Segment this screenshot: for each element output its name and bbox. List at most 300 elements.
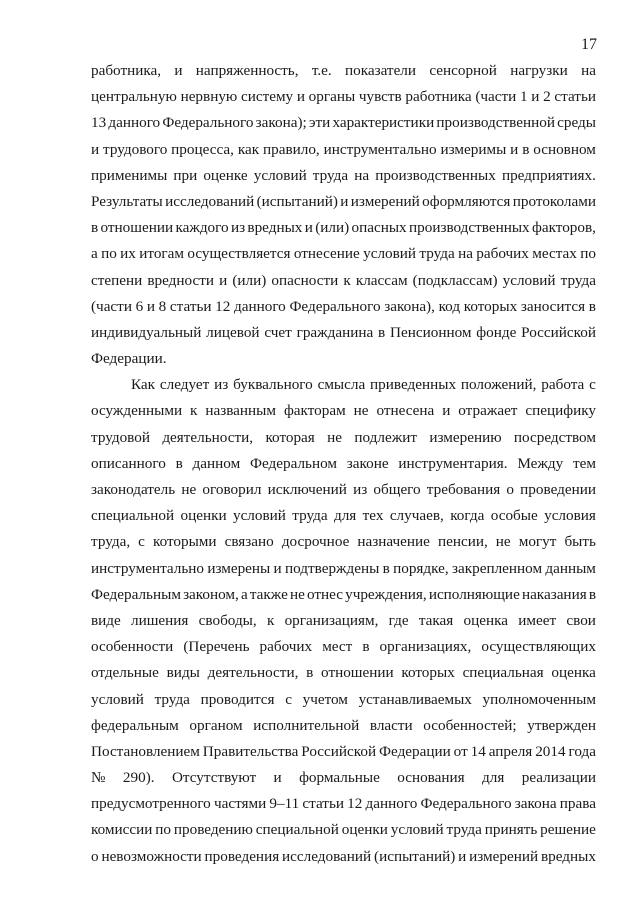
word: 9–11 <box>269 795 300 813</box>
word: при <box>173 166 198 184</box>
text-line <box>91 215 596 241</box>
text-line <box>91 398 596 424</box>
word: подтверждены <box>284 559 380 577</box>
word: 14 <box>470 742 486 760</box>
word: (подклассам) <box>412 271 498 289</box>
word: по <box>101 245 117 263</box>
word: не <box>181 481 197 498</box>
word: классам <box>355 271 408 289</box>
word: не <box>327 428 343 446</box>
word: № <box>91 769 106 787</box>
word: труда <box>446 821 482 839</box>
word: отражает <box>458 402 518 420</box>
word: для <box>333 507 357 525</box>
word: закрепленном <box>451 559 543 577</box>
word: описанного <box>91 454 166 472</box>
word: каждого <box>175 219 229 237</box>
word: основном <box>533 140 596 158</box>
text-line <box>91 713 596 739</box>
word: труда <box>154 690 190 708</box>
word: как <box>237 140 260 158</box>
word: к <box>190 402 198 420</box>
word: досрочное <box>281 533 350 551</box>
word: Федерального <box>420 795 512 813</box>
word: где <box>388 611 409 629</box>
word: данного <box>365 795 418 813</box>
word: деятельности, <box>207 664 299 682</box>
word: инструментально <box>91 559 205 577</box>
word: тех <box>362 507 384 525</box>
word: условий <box>253 166 307 184</box>
word: случаев, <box>389 507 444 525</box>
word: Федерального <box>162 114 254 132</box>
word: когда <box>450 507 485 525</box>
word: свободы, <box>198 611 257 629</box>
word: которая <box>265 428 315 446</box>
word: и <box>510 140 519 158</box>
word: учетом <box>302 690 348 708</box>
word: рабочих <box>259 638 313 656</box>
text-line <box>91 294 596 320</box>
word: отношении <box>100 219 174 237</box>
word: труда <box>312 166 349 184</box>
word: условий <box>390 821 444 839</box>
word: осужденными <box>91 402 183 420</box>
word: из <box>214 376 229 394</box>
word: оценка <box>551 664 596 682</box>
text-line <box>91 529 596 555</box>
word: не <box>353 402 369 420</box>
word: проведению <box>173 821 253 839</box>
text-line <box>91 110 596 136</box>
word: счет <box>264 323 292 341</box>
word: проведении <box>520 481 596 498</box>
text-line <box>91 844 596 870</box>
word: работника, <box>91 62 162 79</box>
word: и <box>174 62 183 79</box>
word: (или) <box>315 219 350 237</box>
word: и <box>531 88 540 106</box>
word: на <box>581 62 596 79</box>
word: лишения <box>131 611 189 629</box>
word: характеристики <box>332 114 435 132</box>
word: и <box>304 219 313 237</box>
text-line <box>91 739 596 765</box>
word: условия <box>544 507 596 525</box>
word: и <box>458 847 467 865</box>
text-line <box>91 634 596 660</box>
word: измеримы <box>440 140 507 158</box>
word: данного <box>234 297 286 315</box>
word: труда <box>560 271 596 289</box>
word: данном <box>192 454 241 472</box>
word: в <box>306 664 314 682</box>
text-line <box>91 477 596 503</box>
word: 12 <box>215 297 231 315</box>
word: смысла <box>317 376 366 394</box>
word: не <box>289 585 305 603</box>
word: производственных <box>375 166 496 184</box>
word: учреждения, <box>345 585 427 603</box>
word: к <box>343 271 351 289</box>
word: в <box>91 219 99 237</box>
word: по <box>580 245 596 263</box>
word: реализации <box>521 769 596 787</box>
word: работника <box>405 88 472 106</box>
word: 12 <box>347 795 363 813</box>
word: требования <box>426 481 501 498</box>
paragraph-2 <box>91 372 596 870</box>
word: труда, <box>91 533 131 551</box>
text-line <box>91 84 596 110</box>
word: показатели <box>344 62 417 79</box>
word: организациях, <box>379 638 472 656</box>
word: особенности <box>91 638 174 656</box>
word: осуществляющих <box>481 638 596 656</box>
word: нагрузки <box>510 62 568 79</box>
word: отношении <box>321 664 394 682</box>
word: в <box>175 454 183 472</box>
word: для <box>482 769 505 787</box>
word: специальной <box>91 507 175 525</box>
word: инструментально <box>323 140 437 158</box>
word: отнесена <box>376 402 435 420</box>
word: виде <box>91 611 121 629</box>
word: закона <box>514 795 557 813</box>
word: федеральным <box>91 716 179 734</box>
word: отнес <box>306 585 343 603</box>
text-line <box>91 163 596 189</box>
word: (части <box>475 88 517 106</box>
word: а <box>240 585 248 603</box>
word: Результаты <box>91 192 163 210</box>
text-line <box>91 137 596 163</box>
word: (или) <box>232 271 267 289</box>
word: года <box>568 742 596 760</box>
word: и <box>273 769 282 787</box>
page-number: 17 <box>581 36 597 53</box>
word: органы <box>308 88 356 106</box>
word: статьи <box>302 795 344 813</box>
word: факторам <box>283 402 346 420</box>
word: из <box>230 219 246 237</box>
word: трудовой <box>91 428 150 446</box>
word: в <box>362 638 370 656</box>
word: 1 <box>520 88 528 106</box>
word: проводится <box>200 690 275 708</box>
word: и <box>91 140 100 158</box>
word: устанавливаемых <box>358 690 472 708</box>
word: вредных <box>540 847 596 865</box>
word: также <box>249 585 288 603</box>
word: специальной <box>255 821 339 839</box>
word: комиссии <box>91 821 153 839</box>
word: исключений <box>267 481 347 498</box>
word: осуществляется <box>187 245 291 263</box>
word: уполномоченным <box>482 690 596 708</box>
word: инструментария. <box>398 454 508 472</box>
word: законе <box>346 454 389 472</box>
word: рабочих <box>476 245 529 263</box>
word: нервную <box>180 88 238 106</box>
word: Правительства <box>202 742 299 760</box>
word: лицевой <box>206 323 260 341</box>
word: подлежит <box>354 428 417 446</box>
word: опасных <box>351 219 407 237</box>
word: факторов, <box>532 219 596 237</box>
word: сенсорной <box>429 62 497 79</box>
word: предусмотренного <box>91 795 211 813</box>
word: органом <box>189 716 243 734</box>
word: с <box>285 690 292 708</box>
word: и <box>273 559 282 577</box>
text-line <box>91 503 596 529</box>
word: в <box>588 297 596 315</box>
word: отдельные <box>91 664 159 682</box>
word: буквального <box>233 376 313 394</box>
word: законодатель <box>91 481 176 498</box>
word: формальные <box>299 769 380 787</box>
word: по <box>155 821 171 839</box>
word: названным <box>205 402 276 420</box>
word: чувств <box>358 88 402 106</box>
word: общего <box>373 481 421 498</box>
word: Российской <box>521 323 596 341</box>
text-line <box>91 58 596 84</box>
word: быть <box>564 533 596 551</box>
word: гражданина <box>296 323 374 341</box>
word: условий <box>363 245 417 263</box>
word: посредством <box>513 428 596 446</box>
text-line <box>91 451 596 477</box>
word: а <box>91 245 98 263</box>
word: специфику <box>525 402 596 420</box>
word: труда <box>419 245 455 263</box>
word: на <box>458 245 473 263</box>
word: Федеральным <box>91 585 181 603</box>
word: их <box>120 245 136 263</box>
word: (Перечень <box>183 638 250 656</box>
word: и <box>219 271 228 289</box>
word: из <box>353 481 368 498</box>
word: данным <box>545 559 596 577</box>
word: могут <box>518 533 557 551</box>
word: 290). <box>122 769 155 787</box>
word: 8 <box>158 297 167 315</box>
text-line <box>91 372 596 398</box>
word: опасности <box>271 271 339 289</box>
word: положений, <box>460 376 537 394</box>
word: (испытаний) <box>256 192 338 210</box>
word: итогам <box>139 245 184 263</box>
word: (части <box>91 297 132 315</box>
word: утвержден <box>527 716 596 734</box>
word: проведения <box>204 847 280 865</box>
word: имеет <box>518 611 557 629</box>
word: среды <box>557 114 596 132</box>
word: и <box>442 402 451 420</box>
word: производственных <box>409 219 530 237</box>
word: измерений <box>469 847 539 865</box>
word: напряженность, <box>195 62 299 79</box>
text-line <box>91 687 596 713</box>
word: принять <box>484 821 538 839</box>
word: связано <box>224 533 274 551</box>
word: заносится <box>520 297 586 315</box>
word: Между <box>517 454 564 472</box>
word: местах <box>532 245 577 263</box>
word: процесса, <box>171 140 234 158</box>
word: особые <box>490 507 538 525</box>
word: измерений <box>350 192 420 210</box>
word: протоколами <box>512 192 596 210</box>
paragraph-1 <box>91 58 596 372</box>
word: оговорил <box>202 481 262 498</box>
word: наказания <box>521 585 587 603</box>
word: центральную <box>91 88 177 106</box>
word: степени <box>91 271 143 289</box>
word: права <box>559 795 596 813</box>
word: закона), <box>384 297 435 315</box>
word: специальная <box>462 664 544 682</box>
word: законом, <box>183 585 239 603</box>
word: и <box>296 88 305 106</box>
word: Федеральном <box>249 454 337 472</box>
word: условий <box>502 271 556 289</box>
word: в <box>382 559 390 577</box>
word: оценка <box>463 611 509 629</box>
word: отнесение <box>293 245 360 263</box>
word: свои <box>566 611 596 629</box>
word: и <box>340 192 349 210</box>
word: вредности <box>147 271 214 289</box>
word: исследований <box>165 192 255 210</box>
word: Как <box>131 376 156 394</box>
word: которыми <box>152 533 217 551</box>
word: правило, <box>262 140 320 158</box>
word: закона); <box>255 114 307 132</box>
word: исследований <box>282 847 372 865</box>
word: решение <box>540 821 596 839</box>
word: систему <box>240 88 294 106</box>
word: в <box>588 585 596 603</box>
word: назначение <box>357 533 430 551</box>
word: Отсутствуют <box>171 769 257 787</box>
word: статьи <box>169 297 212 315</box>
word: Федерального <box>289 297 381 315</box>
word: индивидуальный <box>91 323 202 341</box>
word: труда <box>292 507 328 525</box>
word: оценке <box>203 166 248 184</box>
word: с <box>138 533 145 551</box>
word: вредных <box>247 219 303 237</box>
word: оценки <box>341 821 388 839</box>
text-line <box>91 241 596 267</box>
word: приведенных <box>370 376 457 394</box>
word: работа <box>541 376 585 394</box>
word: оценки <box>180 507 227 525</box>
word: деятельности, <box>162 428 254 446</box>
text-line <box>91 189 596 215</box>
word: 6 <box>135 297 144 315</box>
word: исполнительной <box>253 716 360 734</box>
text-line <box>91 582 596 608</box>
word: о <box>91 847 99 865</box>
word: которых <box>463 297 518 315</box>
text-line <box>91 425 596 451</box>
word: данного <box>108 114 161 132</box>
text-line <box>91 765 596 791</box>
text-line <box>91 320 596 346</box>
word: измерены <box>207 559 271 577</box>
word: Федерации <box>379 742 451 760</box>
word: власти <box>369 716 413 734</box>
text-line: Федерации. <box>91 350 167 368</box>
word: условий <box>91 690 144 708</box>
text-line <box>91 817 596 843</box>
word: фонде <box>476 323 517 341</box>
word: исполняющие <box>428 585 520 603</box>
word: предприятиях. <box>501 166 596 184</box>
word: код <box>438 297 461 315</box>
word: 13 <box>91 114 107 132</box>
word: оформляются <box>422 192 511 210</box>
word: Пенсионном <box>390 323 472 341</box>
word: применимы <box>91 166 168 184</box>
word: частями <box>213 795 267 813</box>
word: в <box>522 140 530 158</box>
word: которых <box>401 664 455 682</box>
word: о <box>506 481 514 498</box>
word: такая <box>418 611 454 629</box>
word: организациям, <box>284 611 379 629</box>
word: трудового <box>103 140 168 158</box>
text-line <box>91 608 596 634</box>
word: на <box>354 166 370 184</box>
text-line <box>91 791 596 817</box>
word: виды <box>166 664 200 682</box>
word: пенсии, <box>437 533 488 551</box>
word: тем <box>572 454 596 472</box>
word: в <box>378 323 386 341</box>
word: измерению <box>429 428 502 446</box>
word: от <box>453 742 468 760</box>
text-line <box>91 556 596 582</box>
text-line <box>91 660 596 686</box>
word: эти <box>308 114 331 132</box>
word: основания <box>397 769 465 787</box>
word: (испытаний) <box>374 847 456 865</box>
word: условий <box>232 507 286 525</box>
word: Российской <box>301 742 377 760</box>
word: мест <box>322 638 353 656</box>
word: Постановлением <box>91 742 200 760</box>
text-line <box>91 268 596 294</box>
word: 2014 <box>535 742 566 760</box>
word: порядке, <box>393 559 449 577</box>
word: т.е. <box>311 62 332 79</box>
word: статьи <box>554 88 596 106</box>
word: не <box>495 533 511 551</box>
word: 2 <box>543 88 551 106</box>
word: невозможности <box>101 847 202 865</box>
word: производственной <box>436 114 555 132</box>
word: с <box>589 376 596 394</box>
word: особенностей; <box>423 716 517 734</box>
word: апреля <box>488 742 533 760</box>
word: следует <box>159 376 210 394</box>
word: и <box>146 297 155 315</box>
